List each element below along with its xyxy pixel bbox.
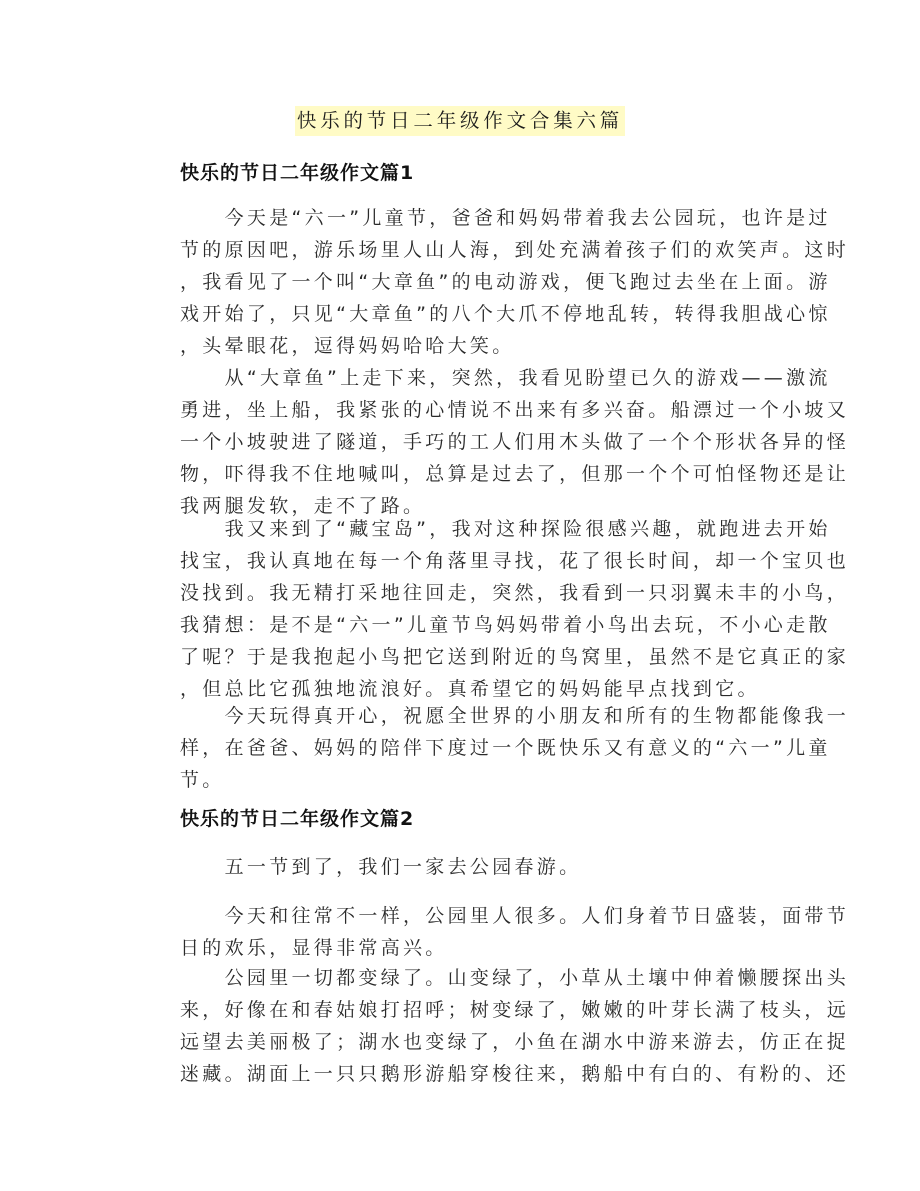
section-heading-1: 快乐的节日二年级作文篇1 xyxy=(180,162,415,184)
text-line: 今天玩得真开心，祝愿全世界的小朋友和所有的生物都能像我一 xyxy=(180,705,850,727)
paragraph xyxy=(180,900,850,964)
text-line: 节的原因吧，游乐场里人山人海，到处充满着孩子们的欢笑声。这时 xyxy=(180,239,850,261)
paragraph xyxy=(180,202,850,362)
text-line: 从“大章鱼”上走下来，突然，我看见盼望已久的游戏——激流 xyxy=(180,367,831,389)
text-line: ，但总比它孤独地流浪好。真希望它的妈妈能早点找到它。 xyxy=(180,678,760,700)
paragraph xyxy=(180,362,850,522)
text-line: 一个小坡驶进了隧道，手巧的工人们用木头做了一个个形状各异的怪 xyxy=(180,431,850,453)
text-line: 戏开始了，只见“大章鱼”的八个大爪不停地乱转，转得我胆战心惊 xyxy=(180,303,831,325)
text-line: 勇进，坐上船，我紧张的心情说不出来有多兴奋。船漂过一个小坡又 xyxy=(180,399,850,421)
paragraph xyxy=(180,962,850,1090)
text-line: 迷藏。湖面上一只只鹅形游船穿梭往来，鹅船中有白的、有粉的、还 xyxy=(180,1063,850,1085)
text-line: 物，吓得我不住地喊叫，总算是过去了，但那一个个可怕怪物还是让 xyxy=(180,463,850,485)
paragraph xyxy=(180,700,850,796)
text-line: 找宝，我认真地在每一个角落里寻找，花了很长时间，却一个宝贝也 xyxy=(180,550,850,572)
text-line: ，我看见了一个叫“大章鱼”的电动游戏，便飞跑过去坐在上面。游 xyxy=(180,271,831,293)
text-line: 我两腿发软，走不了路。 xyxy=(180,495,426,517)
title-wrapper xyxy=(0,106,920,136)
text-line: 今天是“六一”儿童节，爸爸和妈妈带着我去公园玩，也许是过 xyxy=(180,207,831,229)
paragraph xyxy=(180,513,850,705)
text-line: 远望去美丽极了；湖水也变绿了，小鱼在湖水中游来游去，仿正在捉 xyxy=(180,1031,850,1053)
text-line: 我又来到了“藏宝岛”，我对这种探险很感兴趣，就跑进去开始 xyxy=(180,518,831,540)
text-line: ，头晕眼花，逗得妈妈哈哈大笑。 xyxy=(180,335,515,357)
paragraph xyxy=(180,851,772,883)
text-line: 五一节到了，我们一家去公园春游。 xyxy=(180,856,582,878)
text-line: 今天和往常不一样，公园里人很多。人们身着节日盛装，面带节 xyxy=(180,905,850,927)
document-title: 快乐的节日二年级作文合集六篇 xyxy=(295,106,625,136)
text-line: 我猜想：是不是“六一”儿童节鸟妈妈带着小鸟出去玩，不小心走散 xyxy=(180,614,831,636)
section-heading-2: 快乐的节日二年级作文篇2 xyxy=(180,808,415,830)
text-line: 公园里一切都变绿了。山变绿了，小草从土壤中伸着懒腰探出头 xyxy=(180,967,850,989)
text-line: 日的欢乐，显得非常高兴。 xyxy=(180,937,448,959)
text-line: 没找到。我无精打采地往回走，突然，我看到一只羽翼未丰的小鸟， xyxy=(180,582,850,604)
text-line: 节。 xyxy=(180,769,225,791)
text-line: 样，在爸爸、妈妈的陪伴下度过一个既快乐又有意义的“六一”儿童 xyxy=(180,737,831,759)
text-line: 来，好像在和春姑娘打招呼；树变绿了，嫩嫩的叶芽长满了枝头，远 xyxy=(180,999,850,1021)
text-line: 了呢？于是我抱起小鸟把它送到附近的鸟窝里，虽然不是它真正的家 xyxy=(180,646,850,668)
